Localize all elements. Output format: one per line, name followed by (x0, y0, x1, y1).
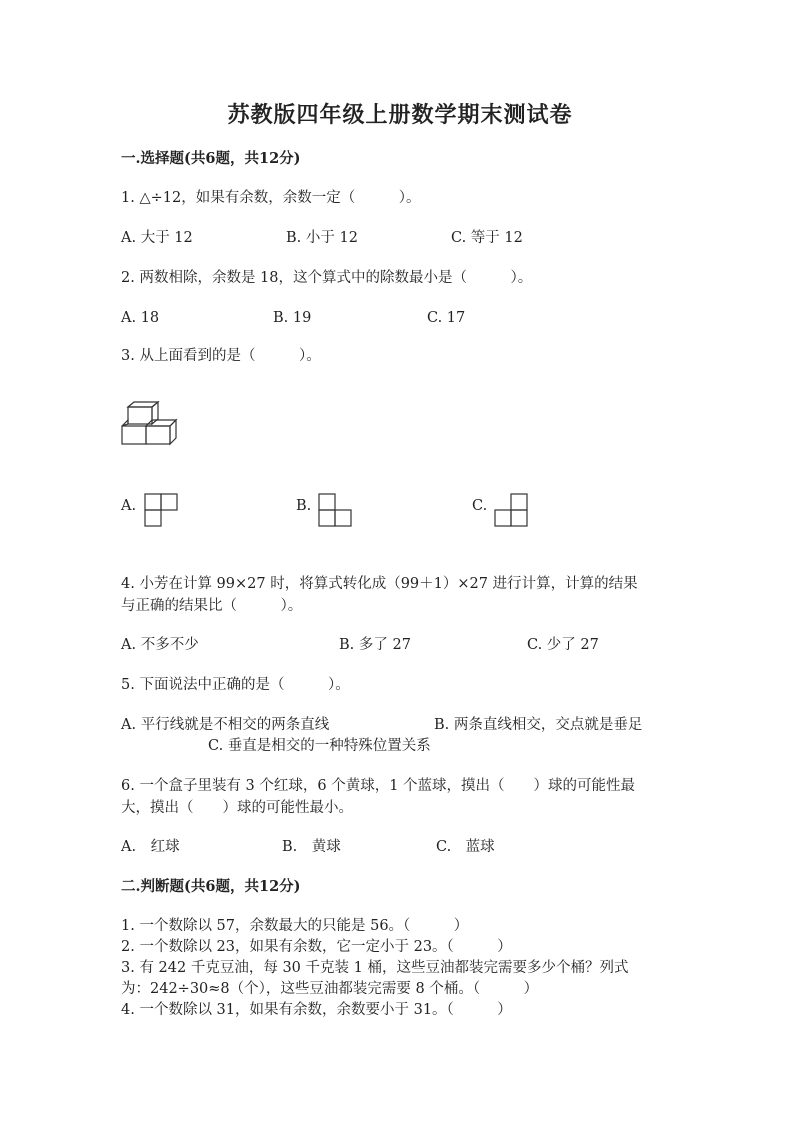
judgement-3-line-1: 3. 有 242 千克豆油，每 30 千克装 1 桶，这些豆油都装完需要多少个桶？列式 (121, 960, 629, 976)
question-4-line-2: 与正确的结果比（ ）。 (121, 598, 303, 614)
q5-option-b[interactable]: B. 两条直线相交，交点就是垂足 (434, 717, 643, 733)
judgement-3-line-2: 为：242÷30≈8（个），这些豆油都装完需要 8 个桶。（ ） (121, 981, 539, 997)
question-6-line-2: 大，摸出（ ）球的可能性最小。 (121, 800, 353, 816)
view-option-b-icon (318, 493, 354, 529)
q3-option-a[interactable]: A. (121, 498, 137, 514)
q3-option-c[interactable]: C. (472, 498, 488, 514)
question-1: 1. △÷12，如果有余数，余数一定（ ）。 (121, 190, 421, 206)
q4-option-b[interactable]: B. 多了 27 (339, 637, 411, 653)
q3-option-b[interactable]: B. (296, 498, 312, 514)
judgement-1: 1. 一个数除以 57，余数最大的只能是 56。（ ） (121, 918, 469, 934)
q2-option-b[interactable]: B. 19 (273, 310, 312, 326)
section-heading-judgement: 二.判断题(共6题，共12分) (121, 878, 301, 895)
q2-option-c[interactable]: C. 17 (427, 310, 466, 326)
q1-option-c[interactable]: C. 等于 12 (451, 230, 523, 246)
q5-option-a[interactable]: A. 平行线就是不相交的两条直线 (121, 717, 330, 733)
question-5: 5. 下面说法中正确的是（ ）。 (121, 677, 350, 693)
judgement-4: 4. 一个数除以 31，如果有余数，余数要小于 31。（ ） (121, 1002, 512, 1018)
q5-option-c[interactable]: C. 垂直是相交的一种特殊位置关系 (208, 738, 431, 754)
question-3: 3. 从上面看到的是（ ）。 (121, 348, 321, 364)
page-title: 苏教版四年级上册数学期末测试卷 (227, 102, 573, 128)
q2-option-a[interactable]: A. 18 (121, 310, 160, 326)
judgement-2: 2. 一个数除以 23，如果有余数，它一定小于 23。（ ） (121, 939, 512, 955)
view-option-a-icon (144, 493, 178, 529)
q6-option-b[interactable]: B. 黄球 (282, 839, 341, 855)
q6-option-a[interactable]: A. 红球 (121, 839, 180, 855)
section-heading-choice: 一.选择题(共6题，共12分) (121, 150, 301, 167)
q1-option-b[interactable]: B. 小于 12 (286, 230, 358, 246)
question-2: 2. 两数相除，余数是 18，这个算式中的除数最小是（ ）。 (121, 270, 533, 286)
cube-stack-figure (120, 400, 182, 448)
q4-option-c[interactable]: C. 少了 27 (527, 637, 599, 653)
question-4-line-1: 4. 小芳在计算 99×27 时，将算式转化成（99＋1）×27 进行计算，计算的结果 (121, 576, 638, 592)
q4-option-a[interactable]: A. 不多不少 (121, 637, 199, 653)
q1-option-a[interactable]: A. 大于 12 (121, 230, 193, 246)
view-option-c-icon (494, 493, 530, 529)
q6-option-c[interactable]: C. 蓝球 (436, 839, 495, 855)
question-6-line-1: 6. 一个盒子里装有 3 个红球，6 个黄球，1 个蓝球，摸出（ ）球的可能性最 (121, 778, 636, 794)
